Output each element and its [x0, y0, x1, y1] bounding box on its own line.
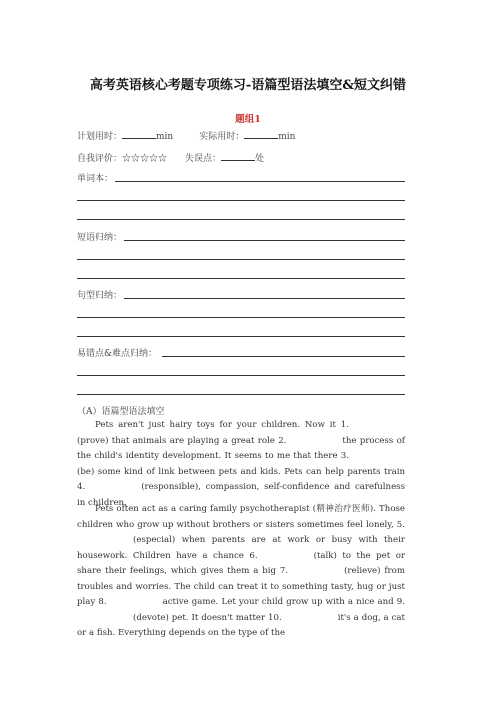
errors-line-3[interactable]: [77, 394, 405, 395]
group-label: 题组1: [235, 114, 261, 125]
words-line-2[interactable]: [77, 200, 405, 201]
planned-time-unit: min: [156, 132, 174, 142]
patterns-line-3[interactable]: [77, 336, 405, 337]
p1-text-5: (responsible), compassion, self-confidence and carefulness in children.: [77, 482, 405, 508]
p1-text-3: the process of the child's identity development. It seems to me that there 3.: [77, 435, 405, 461]
planned-time-blank[interactable]: [122, 129, 156, 139]
mistakes-blank[interactable]: [221, 151, 255, 161]
document-title: 高考英语核心考题专项练习-语篇型语法填空&短文纠错: [89, 78, 407, 93]
phrases-line[interactable]: [124, 240, 405, 241]
errors-line-2[interactable]: [77, 375, 405, 376]
errors-line[interactable]: [162, 356, 405, 357]
words-line-3[interactable]: [77, 219, 405, 220]
p2-text-3: (talk) to the pet or share their feelings, which gives them a big 7.: [77, 550, 405, 576]
actual-time-label: 实际用时：: [199, 132, 245, 142]
actual-time-unit: min: [278, 132, 296, 142]
p1-text-1: Pets aren't just hairy toys for your children. Now it 1.: [95, 420, 349, 430]
p1-text-4: (be) some kind of link between pets and kids. Pets can help parents train 4.: [77, 466, 405, 492]
actual-time-blank[interactable]: [244, 129, 278, 139]
p2-text-5: active game. Let your child grow up with a nice and 9.: [162, 597, 405, 607]
phrases-line-3[interactable]: [77, 278, 405, 279]
planned-time-label: 计划用时：: [77, 132, 123, 142]
words-line[interactable]: [115, 181, 405, 182]
p2-text-4: (relieve) from troubles and worries. The child can treat it to something tasty, hug or just play 8.: [77, 566, 405, 607]
paragraph-2: [77, 502, 405, 642]
words-label: 单词本：: [77, 174, 114, 184]
p2-text-6: (devote) pet. It doesn't matter 10.: [133, 612, 282, 623]
paragraph-1: [77, 418, 405, 511]
p2-text-7: it's a dog, a cat or a fish. Everything depends on the type of the: [77, 612, 406, 638]
self-evaluation-label: 自我评价：☆☆☆☆☆: [77, 154, 168, 164]
patterns-line-2[interactable]: [77, 317, 405, 318]
patterns-label: 句型归纳：: [77, 291, 123, 301]
p2-text-1: Pets often act as a caring family psychotherapist (精神治疗医师). Those children who grow up without brothers or sisters sometimes feel lonely, 5.: [77, 504, 405, 530]
mistakes-label: 失误点：: [185, 154, 222, 164]
section-a-heading: （A）语篇型语法填空: [77, 407, 165, 417]
errors-label: 易错点&难点归纳：: [77, 349, 158, 359]
mistakes-unit: 处: [255, 154, 265, 164]
phrases-line-2[interactable]: [77, 259, 405, 260]
patterns-line[interactable]: [124, 298, 405, 299]
p2-text-2: (especial) when parents are at work or busy with their housework. Children have a chance 6.: [77, 535, 405, 561]
p1-text-2: (prove) that animals are playing a great role 2.: [77, 435, 287, 446]
plan-row: [77, 129, 295, 142]
evaluation-row: [77, 151, 264, 164]
phrases-label: 短语归纳：: [77, 233, 123, 243]
